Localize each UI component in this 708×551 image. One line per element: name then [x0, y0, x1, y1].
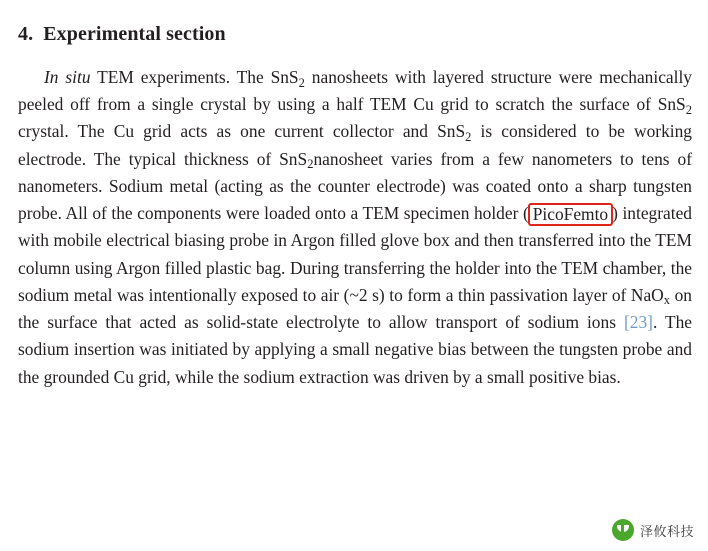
section-number: 4.	[18, 23, 34, 45]
footer-watermark	[612, 519, 694, 541]
wechat-logo-icon	[612, 519, 634, 541]
para-text-6: ) integrated with mobile electrical biasing probe in Argon filled glove box and then transferred into the TEM column using Argon filled plastic bag. During transferring the holder into the TEM chamber, the sodium metal was intentionally exposed to air (~2 s) to form a thin passivation layer of NaO	[18, 203, 693, 305]
para-text-7: on the surface that acted as solid-state electrolyte to allow transport of sodium ions	[18, 284, 692, 333]
subscript-1: 2	[298, 75, 305, 90]
section-heading	[18, 22, 692, 46]
para-text-1: TEM experiments. The SnS	[90, 67, 299, 87]
para-text-4: is considered to be working electrode. The typical thickness of SnS	[18, 121, 692, 169]
highlighted-term: PicoFemto	[528, 203, 613, 226]
subscript-3: 2	[465, 129, 472, 144]
experimental-paragraph	[18, 64, 692, 391]
subscript-5: x	[663, 293, 671, 308]
in-situ-italic: In situ	[44, 67, 91, 87]
subscript-4: 2	[307, 157, 314, 172]
para-text-8: . The sodium insertion was initiated by applying a small negative bias between the tungsten probe and the grounded Cu grid, while the sodium extraction was driven by a small positive bias.	[18, 312, 692, 387]
para-text-5: nanosheet varies from a few nanometers to tens of nanometers. Sodium metal (acting as the counter electrode) was coated onto a sharp tungsten probe. All of the components were loaded onto a TEM specimen holder (	[18, 148, 692, 224]
para-text-2: nanosheets with layered structure were mechanically peeled off from a single crystal by using a half TEM Cu grid to scratch the surface of SnS	[18, 67, 692, 115]
footer-brand-name: 泽攸科技	[639, 523, 694, 539]
para-text-3: crystal. The Cu grid acts as one current collector and SnS	[18, 121, 466, 142]
citation-link-23[interactable]: [23]	[623, 312, 653, 333]
section-title: Experimental section	[43, 23, 226, 45]
subscript-2: 2	[685, 102, 692, 117]
